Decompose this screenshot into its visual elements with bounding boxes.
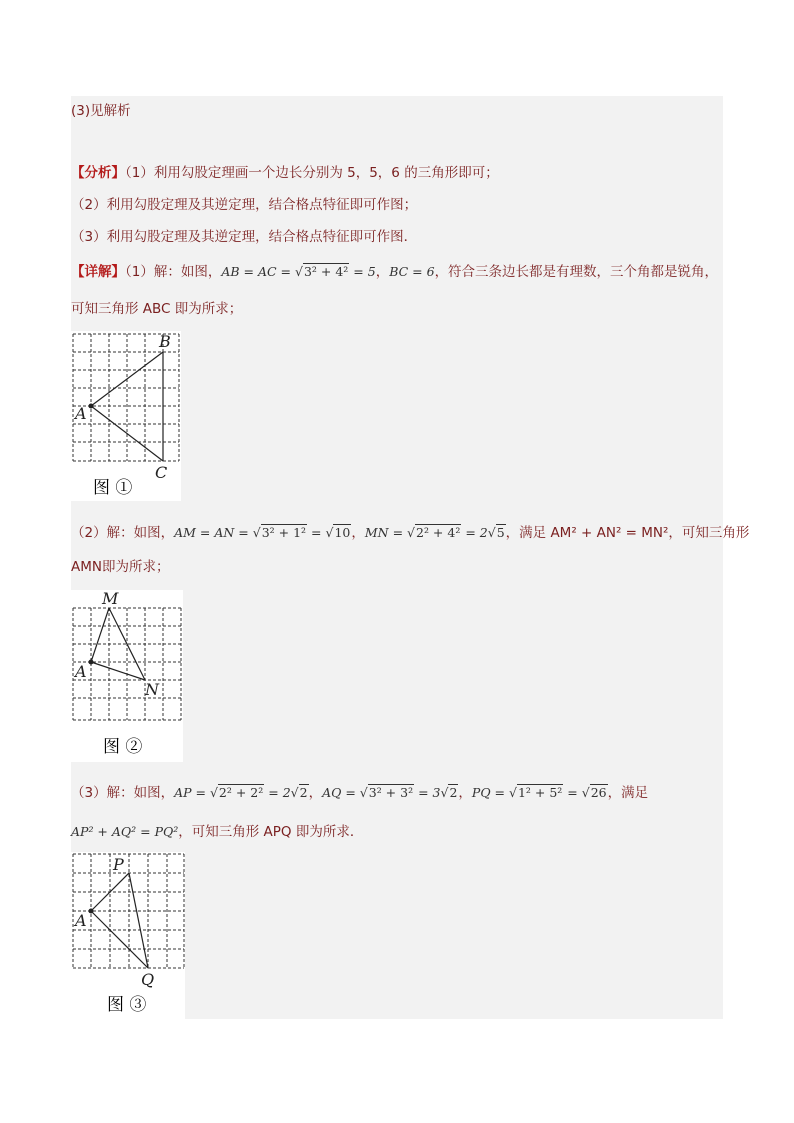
- label-Q: Q: [141, 970, 155, 989]
- answer-3: (3)见解析: [71, 103, 131, 119]
- figure-1-caption: 图 ①: [93, 478, 133, 498]
- detail-p3-line1: （3）解：如图，AP = √2² + 2² = 2√2，AQ = √3² + 3² = 3√2，PQ = √1² + 5² = √26，满足: [71, 785, 649, 801]
- analysis-line-2: （2）利用勾股定理及其逆定理，结合格点特征即可作图；: [71, 197, 418, 213]
- label-P: P: [113, 855, 124, 874]
- figure-2: [71, 590, 183, 762]
- detail-p2-line1: （2）解：如图，AM = AN = √3² + 1² = √10，MN = √2² + 4² = 2√5，满足 AM² + AN² = MN²，可知三角形: [71, 525, 750, 541]
- analysis-tag: 【分析】: [71, 165, 125, 181]
- figure-1: [71, 331, 181, 501]
- label-C: C: [155, 463, 168, 482]
- detail-p1-line1: 【详解】（1）解：如图，AB = AC = √3² + 4² = 5，BC = 6，符合三条边长都是有理数，三个角都是锐角，: [71, 264, 719, 280]
- figure-3-caption: 图 ③: [107, 995, 147, 1015]
- label-M: M: [102, 590, 119, 608]
- detail-p2-line2: AMN即为所求；: [71, 559, 170, 575]
- analysis-line-3: （3）利用勾股定理及其逆定理，结合格点特征即可作图．: [71, 229, 418, 245]
- analysis-line-1: 【分析】（1）利用勾股定理画一个边长分别为 5，5，6 的三角形即可；: [71, 165, 499, 181]
- figure-2-caption: 图 ②: [103, 737, 143, 757]
- figure-1-grid: [71, 331, 181, 501]
- figure-3-grid: [71, 852, 185, 1020]
- detail-tag: 【详解】: [71, 264, 125, 280]
- label-A: A: [75, 911, 87, 930]
- figure-3: [71, 852, 185, 1020]
- detail-p3-line2: AP² + AQ² = PQ²，可知三角形 APQ 即为所求．: [71, 824, 364, 840]
- label-A: A: [75, 662, 87, 681]
- detail-p1-line2: 可知三角形 ABC 即为所求；: [71, 301, 243, 317]
- label-N: N: [145, 680, 159, 699]
- figure-2-grid: [71, 590, 183, 762]
- label-B: B: [159, 332, 171, 351]
- label-A: A: [75, 404, 87, 423]
